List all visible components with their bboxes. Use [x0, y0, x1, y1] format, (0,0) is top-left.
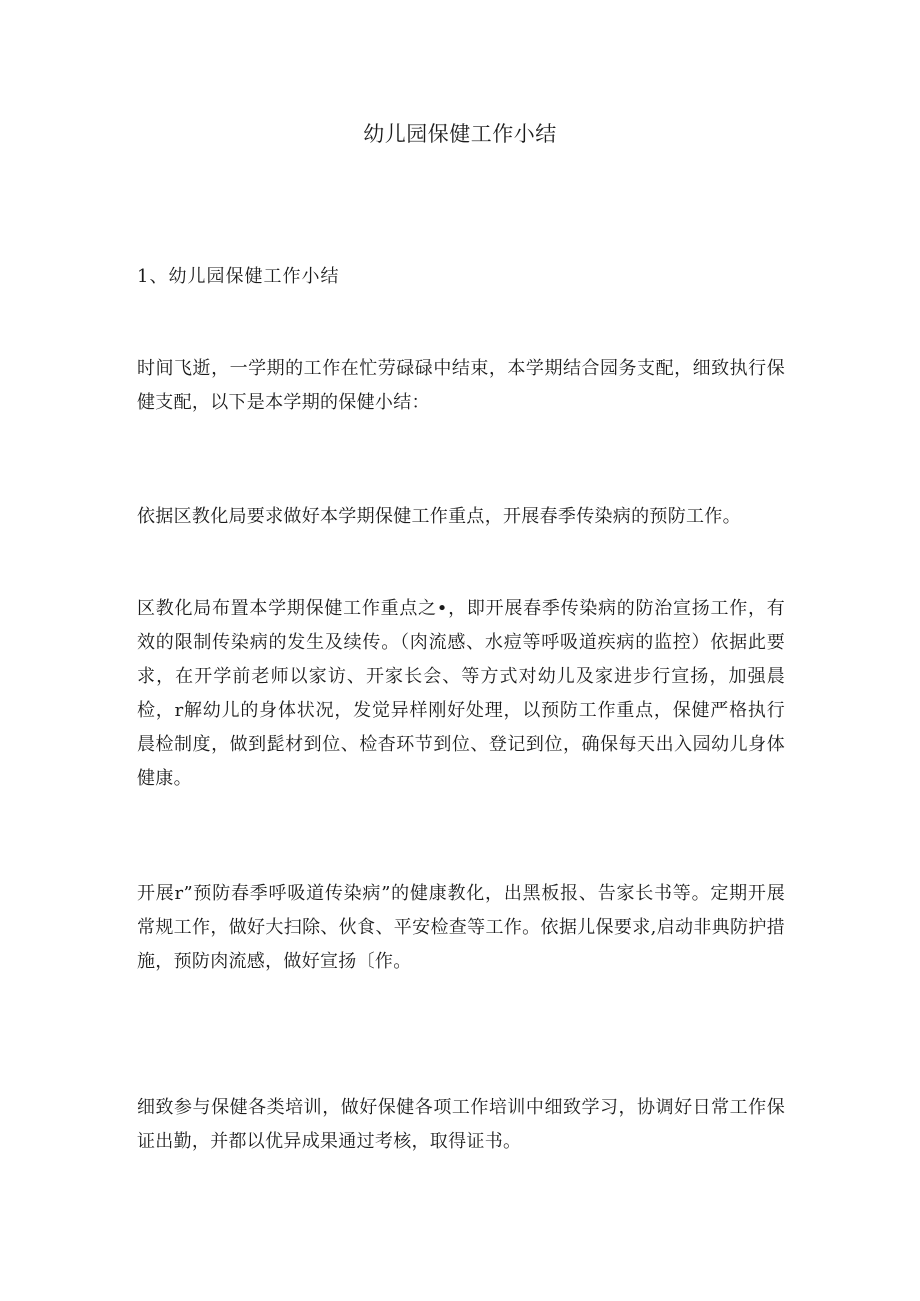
section-heading: 1、幼儿园保健工作小结 — [137, 266, 340, 287]
paragraph-training: 细致参与保健各类培训，做好保健各项工作培训中细致学习，协调好日常工作保证出勤，并都以优异成果通过考核，取得证书。 — [137, 1097, 785, 1152]
document-title: 幼儿园保健工作小结 — [363, 122, 557, 146]
paragraph-education: 开展r”预防春季呼吸道传染病”的健康教化，出黑板报、告家长书等。定期开展常规工作，做好大扫除、伙食、平安检查等工作。依据儿保要求,启动非典防护措施，预防肉流感，做好宣扬〔作。 — [137, 883, 785, 972]
paragraph-requirement: 依据区教化局要求做好本学期保健工作重点，开展春季传染病的预防工作。 — [137, 506, 741, 527]
paragraph-prevention: 区教化局布置本学期保健工作重点之•，即开展春季传染病的防治宣扬工作，有效的限制传染病的发生及续传。（肉流感、水痘等呼吸道疾病的监控）依据此要求，在开学前老师以家访、开家长会、等方式对幼儿及家进步行宣扬，加强晨检，r解幼儿的身体状况，发觉异样刚好处理，以预防工作重点，保健严格执行晨检制度，做到髭材到位、检杳环节到位、登记到位，确保每天出入园幼儿身体健康。 — [137, 598, 785, 789]
paragraph-intro: 时间飞逝，一学期的工作在忙劳碌碌中结束，本学期结合园务支配，细致执行保健支配，以下是本学期的保健小结： — [137, 358, 785, 413]
